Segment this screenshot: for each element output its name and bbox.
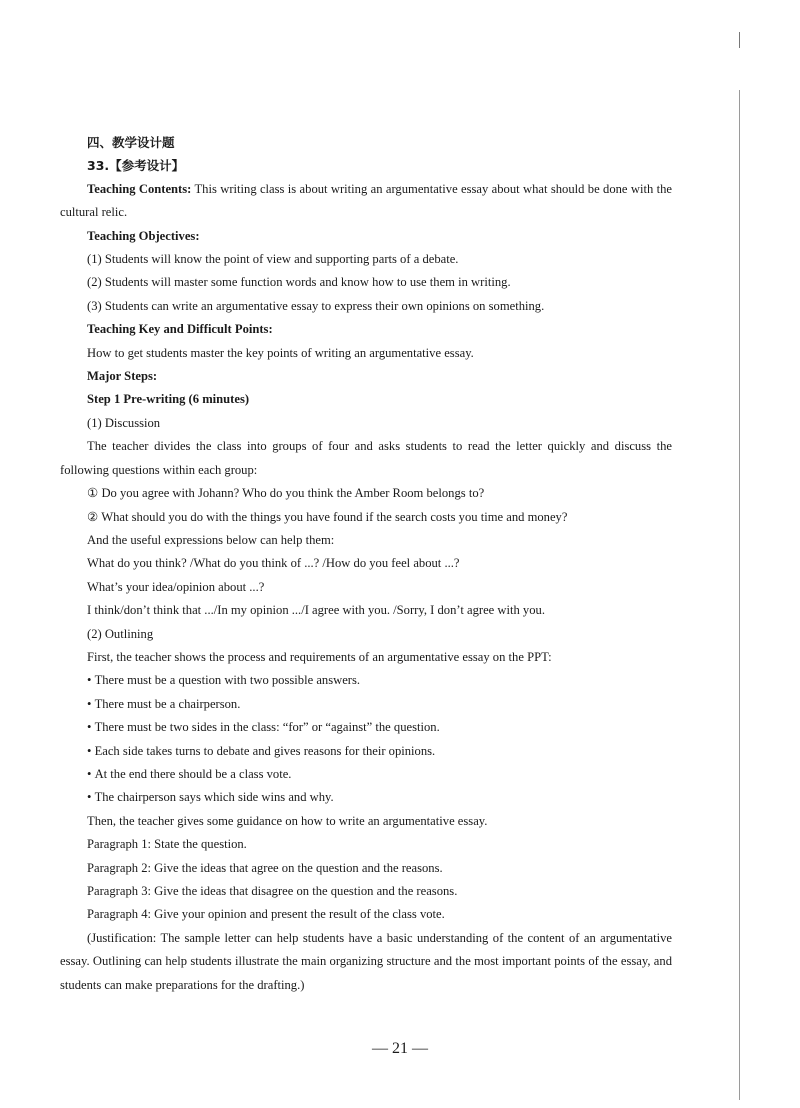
key-points-heading: Teaching Key and Difficult Points: — [87, 322, 273, 337]
section-heading: 四、教学设计题 — [87, 135, 175, 150]
teaching-contents-label: Teaching Contents: — [87, 181, 192, 196]
question-label: 33.【参考设计】 — [87, 158, 185, 174]
requirement-item: • There must be a question with two possible answers. — [60, 669, 672, 692]
requirement-item: • There must be two sides in the class: “for” or “against” the question. — [60, 716, 672, 739]
guidance-intro: Then, the teacher gives some guidance on how to write an argumentative essay. — [87, 813, 488, 828]
expression-item: What’s your idea/opinion about ...? — [87, 579, 265, 594]
key-points-text: How to get students master the key points of writing an argumentative essay. — [87, 345, 474, 360]
expressions-intro: And the useful expressions below can help them: — [87, 532, 335, 547]
page-number: — 21 — — [372, 1040, 428, 1057]
scan-margin-line — [739, 90, 740, 1100]
step1-heading: Step 1 Pre-writing (6 minutes) — [87, 392, 250, 407]
teaching-contents — [60, 178, 672, 225]
objective-item: (1) Students will know the point of view and supporting parts of a debate. — [87, 252, 459, 267]
requirement-item: • The chairperson says which side wins and why. — [60, 786, 672, 809]
requirement-item: • There must be a chairperson. — [60, 693, 672, 716]
discussion-label: (1) Discussion — [87, 415, 161, 430]
discussion-question: ② What should you do with the things you have found if the search costs you time and money? — [87, 509, 568, 524]
teaching-contents-text: This writing class is about writing an argumentative essay about what should be done with the cultural relic. — [60, 181, 672, 220]
outlining-label: (2) Outlining — [87, 626, 154, 641]
document-body — [60, 131, 672, 997]
justification: (Justification: The sample letter can help students have a basic understanding of the content of an argumentative essay. Outlining can help students illustrate the main organizing structure and the most important points of the essay, and students can make preparations for the drafting.) — [60, 930, 672, 992]
objective-item: (3) Students can write an argumentative essay to express their own opinions on something. — [87, 298, 545, 313]
expression-item: I think/don’t think that .../In my opinion .../I agree with you. /Sorry, I don’t agree with you. — [87, 603, 545, 618]
discussion-question: ① Do you agree with Johann? Who do you think the Amber Room belongs to? — [87, 486, 485, 501]
requirement-item: • Each side takes turns to debate and gives reasons for their opinions. — [60, 740, 672, 763]
scan-mark — [739, 32, 740, 48]
paragraph-item: Paragraph 3: Give the ideas that disagree on the question and the reasons. — [87, 884, 458, 898]
paragraph-item: Paragraph 1: State the question. — [87, 837, 247, 852]
paragraph-item: Paragraph 4: Give your opinion and present the result of the class vote. — [87, 907, 445, 922]
major-steps-heading: Major Steps: — [87, 369, 158, 384]
discussion-text: The teacher divides the class into groups of four and asks students to read the letter quickly and discuss the following questions within each group: — [60, 439, 672, 477]
objective-item: (2) Students will master some function words and know how to use them in writing. — [87, 275, 511, 290]
outlining-intro: First, the teacher shows the process and requirements of an argumentative essay on the PPT: — [87, 649, 552, 664]
paragraph-item: Paragraph 2: Give the ideas that agree on the question and the reasons. — [87, 860, 443, 875]
objectives-heading: Teaching Objectives: — [87, 228, 200, 243]
expression-item: What do you think? /What do you think of ...? /How do you feel about ...? — [87, 556, 460, 571]
requirement-item: • At the end there should be a class vote. — [60, 763, 672, 786]
